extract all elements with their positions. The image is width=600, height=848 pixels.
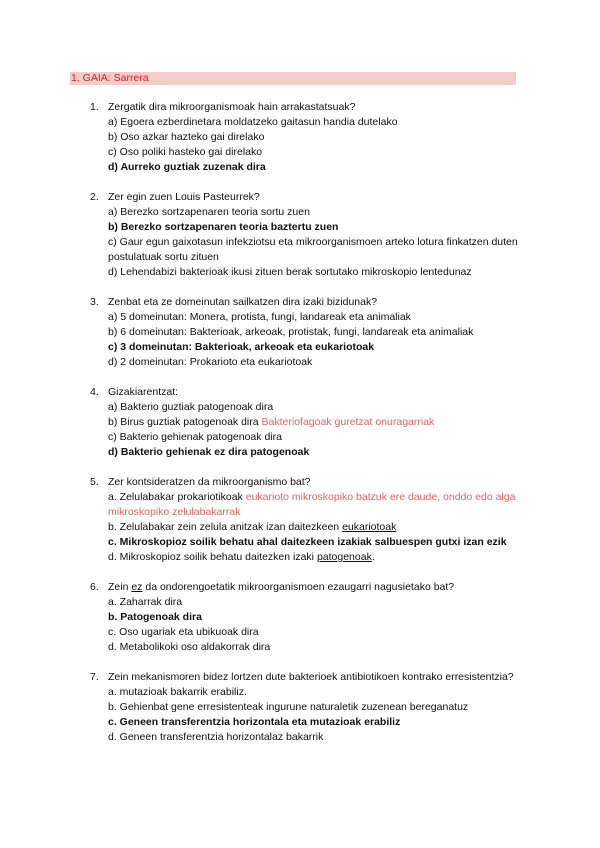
text-segment: b. Gehienbat gene erresistenteak ingurune naturaletik zuzenean bereganatuz — [108, 701, 469, 713]
answer-option — [108, 115, 520, 130]
text-segment: d) Aurreko guztiak zuzenak dira — [108, 161, 266, 173]
answer-option — [108, 265, 520, 280]
text-segment: a. Zelulabakar prokariotikoak — [108, 491, 246, 503]
answer-option — [108, 145, 520, 160]
question-text — [108, 100, 520, 115]
question-number: 4. — [90, 386, 99, 398]
answer-option — [108, 550, 520, 565]
answer-option — [108, 640, 520, 655]
question-item — [90, 190, 520, 280]
answer-option-correct — [108, 220, 520, 235]
question-item — [90, 295, 520, 370]
answer-option-correct — [108, 160, 520, 175]
answer-option — [108, 205, 520, 220]
question-item — [90, 670, 520, 745]
question-body — [108, 190, 520, 280]
text-segment: Zer egin zuen Louis Pasteurrek? — [108, 191, 260, 203]
question-item — [90, 580, 520, 655]
answer-option — [108, 400, 520, 415]
question-item — [90, 100, 520, 175]
answer-option — [108, 130, 520, 145]
question-number: 7. — [90, 671, 99, 683]
question-item — [90, 475, 520, 565]
answer-option — [108, 355, 520, 370]
text-segment: c. Geneen transferentzia horizontala eta mutazioak erabiliz — [108, 716, 401, 728]
text-segment: Zein mekanismoren bidez lortzen dute bakterioek antibiotikoen kontrako erresistentzia? — [108, 671, 514, 683]
answer-option-correct — [108, 445, 520, 460]
text-segment: da ondorengoetatik mikroorganismoen ezaugarri nagusietako bat? — [142, 581, 455, 593]
text-segment: b) Birus guztiak patogenoak dira — [108, 416, 262, 428]
question-body — [108, 670, 520, 745]
answer-option — [108, 625, 520, 640]
text-segment: b. Zelulabakar zein zelula anitzak izan daitezkeen — [108, 521, 343, 533]
text-segment: Zergatik dira mikroorganismoak hain arrakastatsuak? — [108, 101, 356, 113]
question-list — [90, 100, 520, 760]
question-number: 2. — [90, 191, 99, 203]
text-segment: b) Oso azkar hazteko gai direlako — [108, 131, 265, 143]
answer-option-correct — [108, 340, 520, 355]
text-segment: c. Mikroskopioz soilik behatu ahal daitezkeen izakiak salbuespen gutxi izan ezik — [108, 536, 507, 548]
text-segment: Zer kontsideratzen da mikroorganismo bat? — [108, 476, 311, 488]
answer-option — [108, 235, 520, 265]
question-body — [108, 100, 520, 175]
question-body — [108, 385, 520, 460]
question-text — [108, 295, 520, 310]
text-segment: c. Oso ugariak eta ubikuoak dira — [108, 626, 259, 638]
answer-option — [108, 310, 520, 325]
answer-option — [108, 430, 520, 445]
question-text — [108, 385, 520, 400]
text-segment: d) Lehendabizi bakterioak ikusi zituen berak sortutako mikroskopio lentedunaz — [108, 266, 472, 278]
text-segment: Zein — [108, 581, 132, 593]
question-text — [108, 670, 520, 685]
answer-option — [108, 490, 520, 520]
text-segment: a) Egoera ezberdinetara moldatzeko gaitasun handia dutelako — [108, 116, 398, 128]
text-segment: d) Bakterio gehienak ez dira patogenoak — [108, 446, 310, 458]
text-segment: a) 5 domeinutan: Monera, protista, fungi, landareak eta animaliak — [108, 311, 411, 323]
text-segment: b) Berezko sortzapenaren teoria baztertu zuen — [108, 221, 339, 233]
question-number: 6. — [90, 581, 99, 593]
section-header: 1. GAIA: Sarrera — [70, 72, 516, 85]
answer-option — [108, 700, 520, 715]
question-body — [108, 475, 520, 565]
question-text — [108, 190, 520, 205]
answer-option-correct — [108, 610, 520, 625]
answer-option — [108, 415, 520, 430]
text-segment: b) 6 domeinutan: Bakterioak, arkeoak, protistak, fungi, landareak eta animaliak — [108, 326, 474, 338]
question-body — [108, 295, 520, 370]
question-number: 5. — [90, 476, 99, 488]
question-item — [90, 385, 520, 460]
underlined-text: eukariotoak — [342, 521, 397, 533]
annotation-text: eukarioto mikroskopiko batzuk ere daude, onddo edo alga mikroskopiko zelulabakarrak — [108, 491, 516, 518]
text-segment: c) 3 domeinutan: Bakterioak, arkeoak eta eukariotoak — [108, 341, 375, 353]
text-segment: . — [371, 551, 375, 563]
text-segment: d. Mikroskopioz soilik behatu daitezken izaki — [108, 551, 317, 563]
question-number: 3. — [90, 296, 99, 308]
text-segment: c) Oso poliki hasteko gai direlako — [108, 146, 263, 158]
text-segment: Gizakiarentzat: — [108, 386, 179, 398]
text-segment: b. Patogenoak dira — [108, 611, 202, 623]
text-segment: a. mutazioak bakarrik erabiliz. — [108, 686, 247, 698]
underlined-text: ez — [131, 581, 143, 593]
underlined-text: patogenoak — [316, 551, 372, 563]
text-segment: d. Geneen transferentzia horizontalaz bakarrik — [108, 731, 324, 743]
annotation-text: Bakteriofagoak guretzat onuragarriak — [261, 416, 435, 428]
text-segment: a) Berezko sortzapenaren teoria sortu zuen — [108, 206, 310, 218]
text-segment: d. Metabolikoki oso aldakorrak dira — [108, 641, 271, 653]
text-segment: a) Bakterio guztiak patogenoak dira — [108, 401, 274, 413]
text-segment: c) Gaur egun gaixotasun infekziotsu eta mikroorganismoen arteko lotura finkatzen duten postulatuak sortu zituen — [108, 236, 518, 263]
text-segment: Zenbat eta ze domeinutan sailkatzen dira izaki bizidunak? — [108, 296, 378, 308]
question-text — [108, 580, 520, 595]
text-segment: c) Bakterio gehienak patogenoak dira — [108, 431, 282, 443]
text-segment: a. Zaharrak dira — [108, 596, 183, 608]
answer-option — [108, 325, 520, 340]
question-number: 1. — [90, 101, 99, 113]
answer-option — [108, 685, 520, 700]
answer-option — [108, 520, 520, 535]
answer-option — [108, 595, 520, 610]
answer-option-correct — [108, 715, 520, 730]
answer-option-correct — [108, 535, 520, 550]
text-segment: d) 2 domeinutan: Prokarioto eta eukariotoak — [108, 356, 313, 368]
question-text — [108, 475, 520, 490]
question-body — [108, 580, 520, 655]
answer-option — [108, 730, 520, 745]
